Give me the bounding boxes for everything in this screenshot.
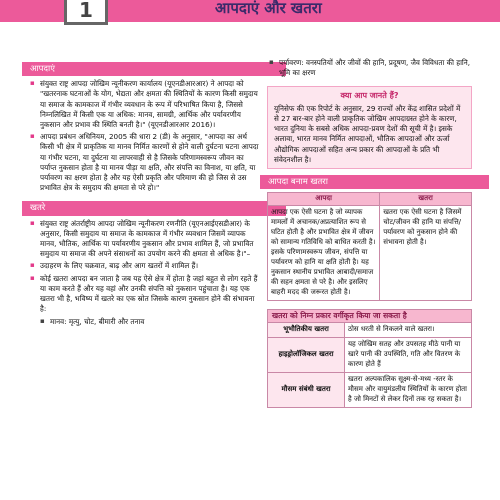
category-label: भूभौतिकीय खतरा (268, 323, 345, 338)
classification-table (267, 322, 472, 408)
list-item: ▪ उदाहरण के लिए चक्रवात, बाढ़ और आग खतरों में शामिल हैं। (40, 261, 260, 271)
list-item: ▪ पर्यावरण: वनस्पतियों और जीवों की हानि, प्रदूषण, जैव विविधता की हानि, भूमि का क्षरण (279, 58, 472, 78)
list-item: ▪ कोई खतरा आपदा बन जाता है जब यह ऐसे क्षेत्र में होता है जहां बहुत से लोग रहते हैं या काम करते हैं और यह वहां और उनकी संपत्ति को नुकसान पहुंचाता है। यह एक खतरा भी है, भविष्य में खतरे का एक स्रोत जिसके कारण नुकसान होने की संभावना है: (40, 274, 260, 315)
table-header: खतरा (380, 193, 472, 206)
classification-title: खतरा को निम्न प्रकार वर्गीकृत किया जा सकता है (267, 309, 472, 323)
list-item: ▪ संयुक्त राष्ट्र अंतर्राष्ट्रीय आपदा जोखिम न्यूनीकरण रणनीति (यूएनआईएसडीआर) के अनुसार, किसी समुदाय या समाज के कामकाज में गंभीर व्यवधान जिसमें व्यापक मानव, भौतिक, आर्थिक या पर्यावरणीय नुकसान और प्रभाव शामिल हैं, जो प्रभावित समुदाय या समाज की अपने संसाधनों का उपयोग करने की क्षमता से अधिक है।"– (40, 219, 260, 260)
hazards-sub-list (28, 317, 260, 327)
table-header: आपदा (268, 193, 380, 206)
category-text: ठोस धरती से निकलने वाले खतरा। (345, 323, 472, 338)
table-cell: आपदा एक ऐसी घटना है जो व्यापक मामलों में अचानक/अप्रत्याशित रूप से घटित होती है और प्रभावित क्षेत्र में जीवन को सामान्य गतिविधि को बाधित करती है। इसके परिणामस्वरूप जीवन, संपत्ति या पर्यावरण को हानि या क्षति होती है। यह नुकसान स्थानीय प्रभावित आबादी/समाज की सहन क्षमता से परे है। और इसलिए बाहरी मदद की जरूरत होती है। (268, 206, 380, 300)
category-label: मौसम संबंधी खतरा (268, 372, 345, 407)
category-label: हाइड्रोलॉजिकल खतरा (268, 338, 345, 373)
table-row (268, 323, 472, 338)
hazards-list (28, 219, 260, 315)
disaster-vs-hazard-table (267, 192, 472, 300)
right-column (267, 58, 472, 408)
table-row (268, 372, 472, 407)
list-item: ▪ मानव: मृत्यु, चोट, बीमारी और तनाव (50, 317, 260, 327)
disasters-list (28, 79, 260, 193)
category-text: यह जोखिम सतह और उपसतह मीठे पानी या खारे पानी की उपस्थिति, गति और वितरण के कारण होते हैं (345, 338, 472, 373)
left-column (28, 62, 260, 329)
table-cell: खतरा एक ऐसी घटना है जिसमें चोट/जीवन की हानि या संपत्ति/पर्यावरण को नुकसान होने की संभावना होती है। (380, 206, 472, 300)
section-heading-disaster-vs-hazard: आपदा बनाम खतरा (260, 175, 489, 189)
did-you-know-title: क्या आप जानते हैं? (340, 91, 399, 101)
chapter-number: 1 (64, 0, 108, 25)
did-you-know-box (267, 86, 472, 169)
table-row (268, 338, 472, 373)
list-item: ▪ संयुक्त राष्ट्र आपदा जोखिम न्यूनीकरण कार्यालय (यूएनडीआरआर) ने आपदा को "खतरनाक घटनाओं के योग, भेद्यता और क्षमता की स्थितियों के कारण किसी समुदाय या समाज के कामकाज में गंभीर व्यवधान के रूप में परिभाषित किया है, जिससे निम्नलिखित में किसी एक या अधिक: मानव, सामग्री, आर्थिक और पर्यावरणीय नुकसान और प्रभाव की स्थिति बनती है।" (यूएनडीआरआर 2016)। (40, 79, 260, 130)
list-item: ▪ आपदा प्रबंधन अधिनियम, 2005 की धारा 2 (डी) के अनुसार, "आपदा का अर्थ किसी भी क्षेत्र में प्राकृतिक या मानव निर्मित कारणों से होने वाली दुर्घटना घटना आपदा या गंभीर घटना, या दुर्घटना या लापरवाही से है जिसके परिणामस्वरूप जीवन का पर्याप्त नुकसान होता है या मानव पीड़ा या क्षति, और संपत्ति का विनाश, या क्षति, या पर्यावरण का क्षरण होता है और यह ऐसी प्रकृति और परिमाण की हो जिस से उस प्रभावित क्षेत्र के समुदाय की क्षमता से परे हो।" (40, 132, 260, 193)
right-top-list (267, 58, 472, 78)
section-heading-disasters: आपदाएं (22, 62, 286, 76)
did-you-know-text: यूनिसेफ की एक रिपोर्ट के अनुसार, 29 राज्यों और केंद्र शासित प्रदेशों में से 27 बार-बार होने वाली प्राकृतिक जोखिम आपदाग्रस्त होने के कारण, भारत दुनिया के सबसे अधिक आपदा-प्रवण देशों की सूची में है। इसके अलावा, भारत मानव निर्मित आपदाओं, भौतिक आपदाओं और ऊर्जा औद्योगिक आपदाओं सहित अन्य प्रकार की आपदाओं के प्रति भी संवेदनशील है। (274, 103, 461, 164)
section-heading-hazards: खतरे (22, 201, 286, 215)
chapter-title: आपदाएं और खतरा (215, 0, 322, 17)
category-text: खतरा अल्पकालिक सूक्ष्म-से-मध्य -स्तर के मौसम और वायुमंडलीय स्थितियों के कारण होता है जो मिनटों से लेकर दिनों तक रह सकता है। (345, 372, 472, 407)
